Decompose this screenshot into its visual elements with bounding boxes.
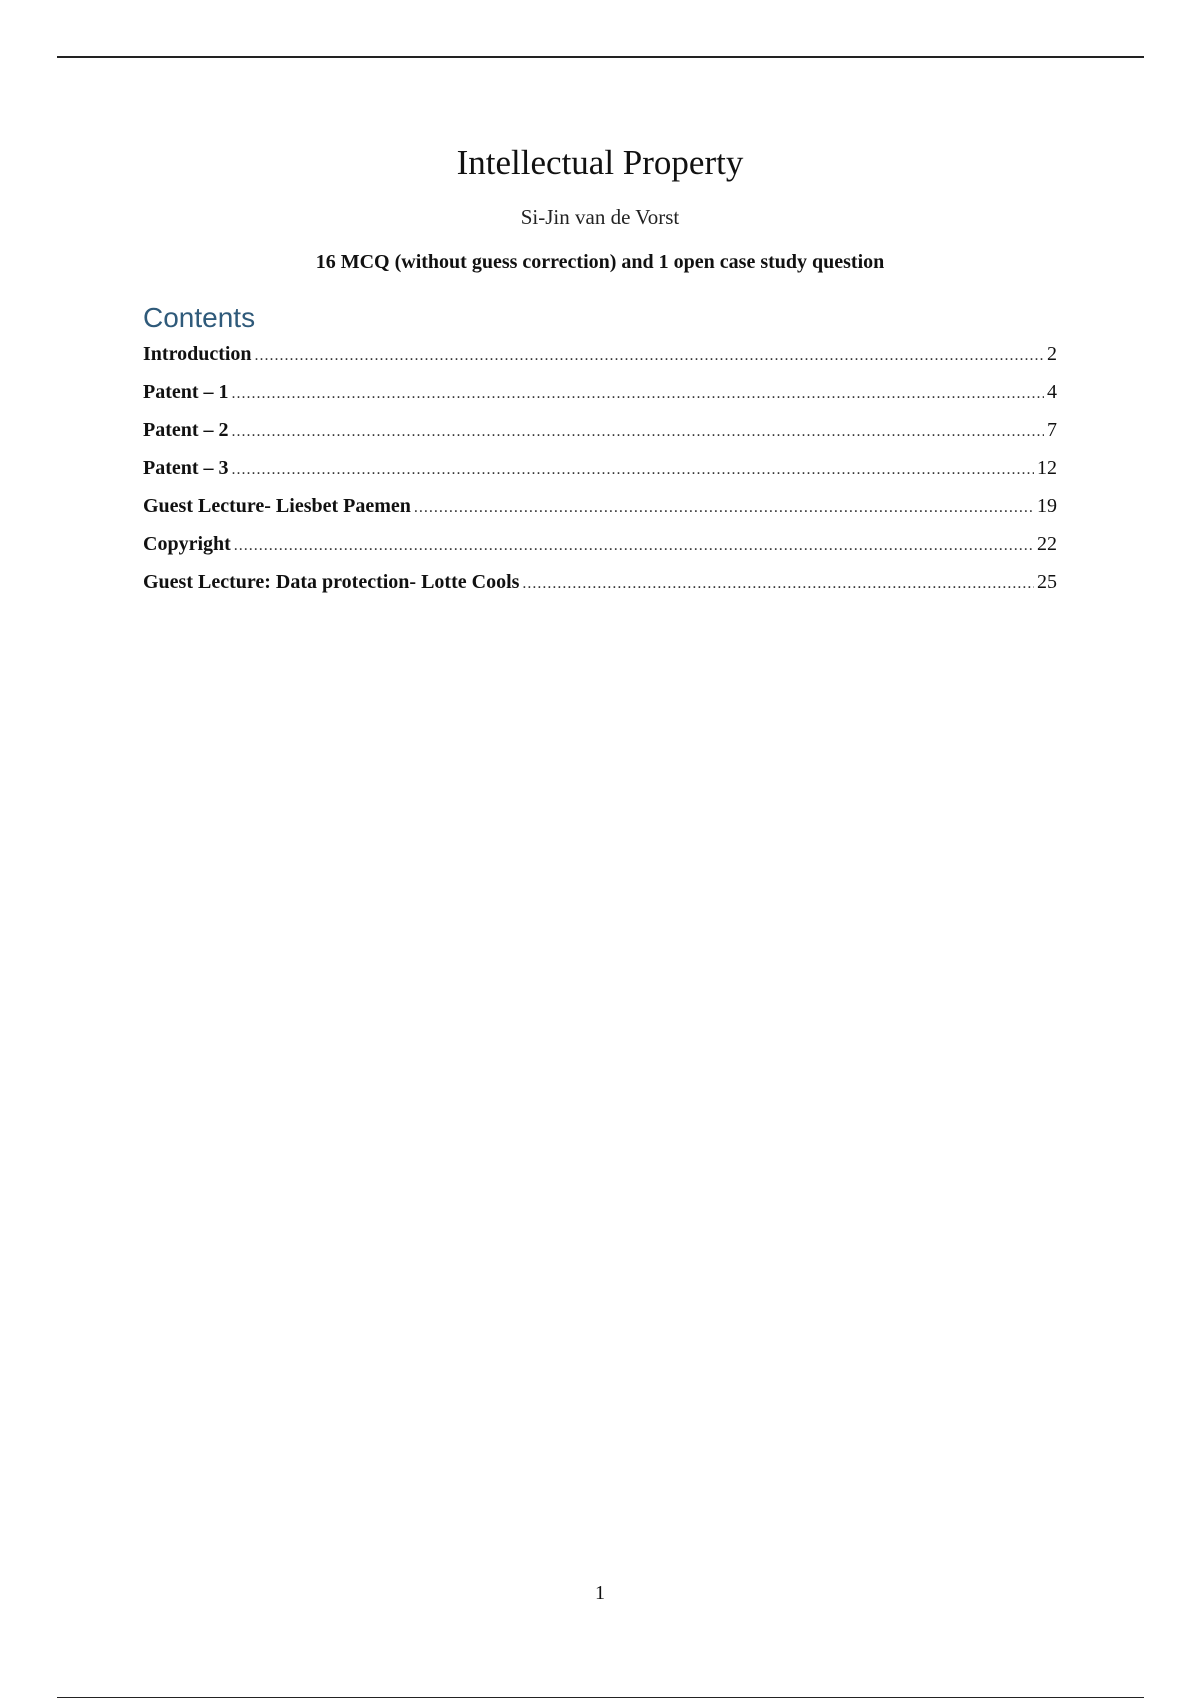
- exam-format-subtitle: 16 MCQ (without guess correction) and 1 open case study question: [315, 251, 885, 273]
- toc-heading: Contents: [143, 302, 256, 333]
- toc-dot-leader: [255, 342, 1044, 370]
- toc-entry-page: 19: [1037, 495, 1057, 517]
- toc-entry-patent-3[interactable]: [143, 454, 1057, 492]
- toc-dot-leader: [232, 380, 1044, 408]
- toc-dot-leader: [414, 494, 1034, 522]
- toc-entry-label: Guest Lecture- Liesbet Paemen: [143, 495, 411, 517]
- toc-dot-leader: [232, 418, 1044, 446]
- page-number: 1: [595, 1582, 605, 1604]
- toc-entry-introduction[interactable]: [143, 340, 1057, 378]
- toc-entry-page: 4: [1047, 381, 1057, 403]
- bottom-rule: [57, 1697, 1144, 1698]
- author-name: Si-Jin van de Vorst: [520, 205, 680, 229]
- toc-dot-leader: [232, 456, 1034, 484]
- top-rule: [57, 56, 1144, 58]
- toc-entry-label: Patent – 3: [143, 457, 229, 479]
- toc-entry-label: Patent – 1: [143, 381, 229, 403]
- toc-entry-page: 2: [1047, 343, 1057, 365]
- toc-entry-patent-2[interactable]: [143, 416, 1057, 454]
- toc-dot-leader: [522, 570, 1034, 598]
- toc-entry-page: 7: [1047, 419, 1057, 441]
- document-title: Intellectual Property: [456, 143, 744, 182]
- toc-entry-label: Copyright: [143, 533, 231, 555]
- toc-entry-label: Guest Lecture: Data protection- Lotte Cools: [143, 571, 520, 593]
- toc-entry-copyright[interactable]: [143, 530, 1057, 568]
- toc-entry-page: 12: [1037, 457, 1057, 479]
- table-of-contents: [143, 340, 1057, 606]
- toc-entry-patent-1[interactable]: [143, 378, 1057, 416]
- toc-entry-label: Introduction: [143, 343, 252, 365]
- toc-entry-guest-lecture-paemen[interactable]: [143, 492, 1057, 530]
- toc-entry-guest-lecture-data-protection[interactable]: [143, 568, 1057, 606]
- toc-entry-label: Patent – 2: [143, 419, 229, 441]
- toc-entry-page: 25: [1037, 571, 1057, 593]
- toc-dot-leader: [234, 532, 1034, 560]
- toc-entry-page: 22: [1037, 533, 1057, 555]
